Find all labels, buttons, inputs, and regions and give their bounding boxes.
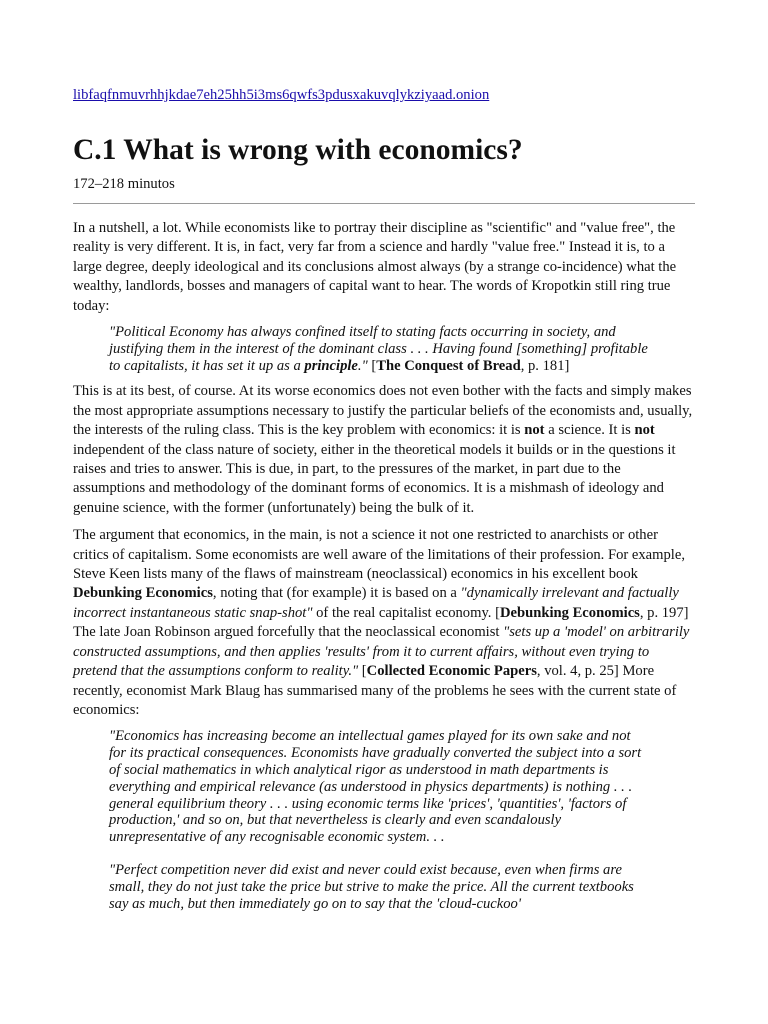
title-divider [73,203,695,204]
quote-emphasis: principle [304,357,358,374]
p3-text-c: , noting that (for example) it is based on a [212,585,461,602]
blaug-quote-text-2: "Perfect competition never did exist and never could exist because, even when firms are small, they do not just take the price but strive to make the price. All the current textbooks say as much, but then immediately go on to say that the 'cloud-cuckoo' [109,861,634,912]
p2-text-a: This is at its best, of course. At its worse economics does not even bother with the facts and simply makes the most appropriate assumptions necessary to justify the particular beliefs of the economists and, usually, the interests of the ruling class. This is the key problem with economics: it is [73,383,693,439]
site-link[interactable]: libfaqfnmuvrhhjkdae7eh25hh5i3ms6qwfs3pdusxakuvqlykziyaad.onion [73,87,490,103]
quote-text-a: "Political Economy has always confined itself to stating facts occurring in society, and justifying them in the interest of the dominant class . . . Having found [something] profitable to capitalists, it has set it up as a [109,324,648,374]
paragraph-1: In a nutshell, a lot. While economists like to portray their discipline as "scientific" and "value free", the reality is very different. It is, in fact, very far from a science and hardly "value free." Instead it is, to a large degree, deeply ideological and its conclusions almost always (by a strange co-incidence) what the wealthy, landlords, bosses and managers of capital want to hear. The words of Kropotkin still ring true today: [73,220,677,314]
p2-text-c: a science. It is [544,422,635,439]
p3-text-i: [ [358,663,367,680]
blaug-quote-text-1: "Economics has increasing become an intellectual games played for its own sake and not for its practical consequences. Economists have gradually converted the subject into a sort of social mathematics in which analytical rigor as understood in math departments is everything and empirical relevance (as understood in physics departments) is nothing . . . general equilibrium theory . . . using economic terms like 'prices', 'quantities', 'factors of production,' and so on, but that nevertheless is clearly and even scandalously unrepresentative of any recognisable economic system. . . [109,728,642,846]
p3-text-k: , vol. 4, p. 25] More recently, economist Mark Blaug has summarised many of the problems he sees with the current state of economics: [73,663,677,718]
article-body [73,219,695,920]
kropotkin-quote [109,324,651,374]
blaug-quote-para-1 [109,728,649,846]
blaug-quote-para-2 [109,862,649,912]
robinson-quote: "sets up a 'model' on arbitrarily constructed assumptions, and then applies 'results' from it to current affairs, without even trying to pretend that the assumptions conform to reality." [73,624,690,680]
blaug-quote [109,728,649,912]
p3-text-g: , p. 197] The late Joan Robinson argued forcefully that the neoclassical economist [73,604,689,641]
p2-text-e: independent of the class nature of society, either in the theoretical models it builds or in the questions it raises and tries to answer. This is due, in part, to the pressures of the market, in part due to the assumptions and methodology of the dominant forms of economics. It is a mishmash of ideology and genuine science, with the former (unfortunately) being the bulk of it. [73,441,676,516]
paragraph-3 [73,526,695,720]
p2-emphasis-not-2: not [634,422,655,439]
quote-text-b: ." [357,357,368,374]
reading-time: 172–218 minutos [73,176,175,192]
book-title-collected-papers: Collected Economic Papers [366,663,537,680]
citation-rest: , p. 181] [520,357,570,374]
keen-quote: "dynamically irrelevant and factually incorrect instantaneous static snap-shot" [73,585,679,621]
citation-open: [ [367,357,377,374]
paragraph-2 [73,382,695,518]
book-title-debunking-cite: Debunking Economics [499,604,640,621]
p3-text-a: The argument that economics, in the main, is not a science it not one restricted to anarchists or other critics of capitalism. Some economists are well aware of the limitations of their profession. For example, Steve Keen lists many of the flaws of mainstream (neoclassical) economics in his excellent book [73,527,685,583]
book-title-debunking: Debunking Economics [73,585,213,602]
p3-text-e: of the real capitalist economy. [ [312,604,500,621]
citation-title: The Conquest of Bread [376,357,521,374]
p2-emphasis-not-1: not [524,422,545,439]
page-title: C.1 What is wrong with economics? [73,134,523,166]
